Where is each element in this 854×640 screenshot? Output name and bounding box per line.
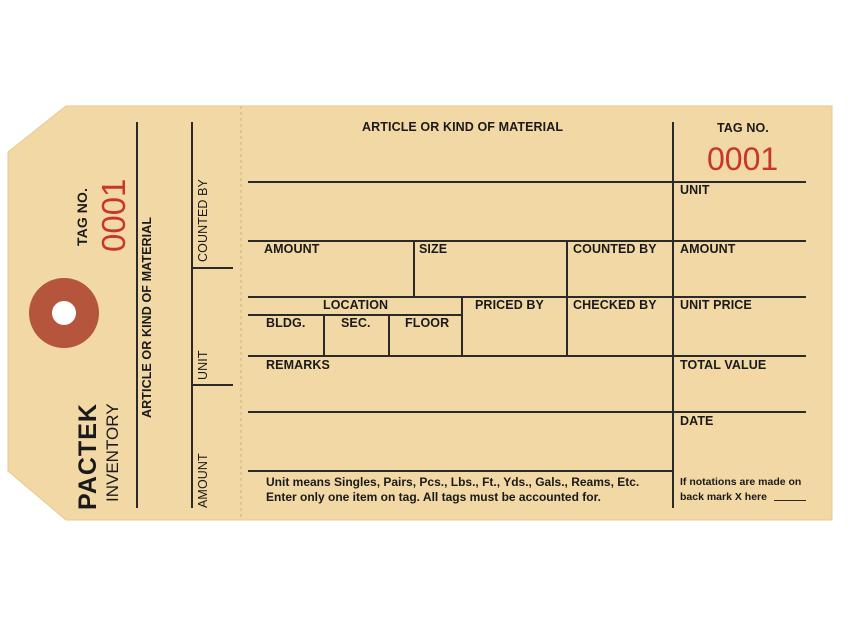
location-label: LOCATION (323, 298, 389, 312)
article-label: ARTICLE OR KIND OF MATERIAL (362, 120, 564, 134)
counted-by-label: COUNTED BY (573, 242, 657, 256)
total-value-label: TOTAL VALUE (680, 358, 767, 372)
size-label: SIZE (419, 242, 448, 256)
amount-label: AMOUNT (264, 242, 320, 256)
sec-label: SEC. (341, 316, 371, 330)
stub-amount-label: AMOUNT (196, 453, 210, 508)
stub-tag-no-label: TAG NO. (74, 188, 90, 246)
remarks-label: REMARKS (266, 358, 330, 372)
tag-no-label: TAG NO. (717, 121, 769, 135)
priced-by-label: PRICED BY (475, 298, 544, 312)
back-mark-line (774, 500, 806, 501)
stub-unit-label: UNIT (196, 350, 210, 380)
stub-article-label: ARTICLE OR KIND OF MATERIAL (140, 216, 154, 418)
date-label: DATE (680, 414, 714, 428)
back-note-line-1: If notations are made on (680, 476, 802, 488)
stub-tag-number: 0001 (95, 178, 132, 252)
right-amount-label: AMOUNT (680, 242, 736, 256)
floor-label: FLOOR (405, 316, 450, 330)
tag-number: 0001 (707, 141, 779, 177)
instructions-line-1: Unit means Singles, Pairs, Pcs., Lbs., Ft., Yds., Gals., Reams, Etc. (266, 475, 640, 489)
inventory-label: INVENTORY (103, 403, 122, 502)
unit-price-label: UNIT PRICE (680, 298, 752, 312)
instructions-line-2: Enter only one item on tag. All tags must be accounted for. (266, 490, 601, 504)
bldg-label: BLDG. (266, 316, 306, 330)
checked-by-label: CHECKED BY (573, 298, 657, 312)
eyelet-hole (52, 301, 76, 325)
unit-label: UNIT (680, 183, 710, 197)
stub-counted-by-label: COUNTED BY (196, 179, 210, 262)
back-note-line-2: back mark X here (680, 491, 767, 503)
brand-logo: PACTEK (74, 403, 102, 510)
